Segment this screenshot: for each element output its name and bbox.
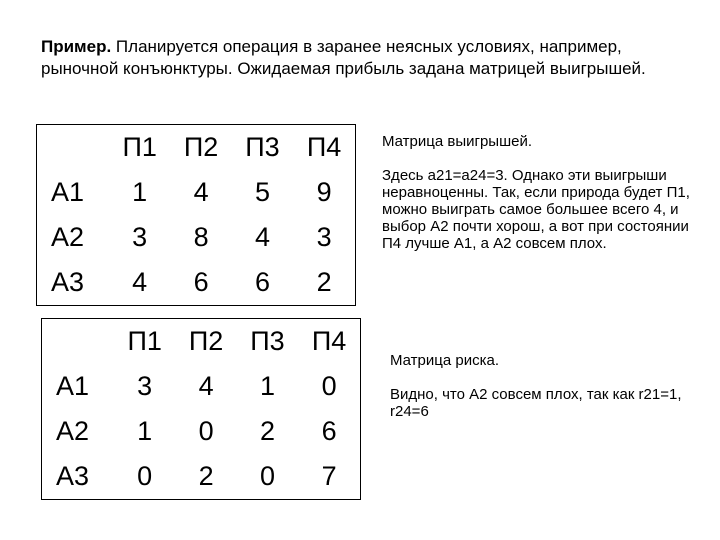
payoff-cell: 1 — [132, 177, 148, 207]
payoff-matrix-explanation: Здесь а21=а24=3. Однако эти выигрыши неравноценны. Так, если природа будет П1, можно выиграть самое большее всего 4, и выбор А2 почти хорош, а вот при состоянии П4 лучше А1, а А2 совсем плох. — [382, 167, 690, 252]
risk-header-row — [42, 319, 361, 365]
intro-bold-label: Пример. — [41, 37, 112, 56]
payoff-cell: 9 — [316, 177, 332, 207]
risk-cell: 0 — [198, 416, 214, 446]
payoff-row — [37, 215, 356, 260]
payoff-row-label: А3 — [51, 267, 85, 297]
payoff-col-header: П4 — [306, 132, 342, 162]
payoff-cell: 6 — [193, 267, 209, 297]
risk-cell: 6 — [321, 416, 337, 446]
risk-cell: 7 — [321, 461, 337, 491]
risk-matrix-title: Матрица риска. — [390, 352, 499, 369]
payoff-row-label: А1 — [51, 177, 85, 207]
risk-matrix-explanation: Видно, что А2 совсем плох, так как r21=1, r24=6 — [390, 386, 682, 420]
payoff-cell: 3 — [316, 222, 332, 252]
payoff-cell: 5 — [254, 177, 270, 207]
payoff-cell: 4 — [193, 177, 209, 207]
risk-cell: 0 — [137, 461, 153, 491]
risk-matrix — [41, 318, 361, 500]
payoff-row-label: А2 — [51, 222, 85, 252]
payoff-cell: 6 — [254, 267, 270, 297]
risk-cell: 2 — [198, 461, 214, 491]
payoff-matrix — [36, 124, 356, 306]
payoff-header-row — [37, 125, 356, 171]
risk-cell: 4 — [198, 371, 214, 401]
intro-text: Планируется операция в заранее неясных условиях, например, рыночной конъюнктуры. Ожидаемая прибыль задана матрицей выигрышей. — [41, 37, 646, 78]
payoff-row — [37, 260, 356, 306]
risk-col-header: П4 — [311, 326, 347, 356]
risk-col-header: П1 — [127, 326, 162, 356]
risk-cell: 0 — [321, 371, 337, 401]
payoff-cell: 8 — [193, 222, 209, 252]
risk-row — [42, 454, 361, 500]
payoff-cell: 2 — [316, 267, 332, 297]
payoff-matrix-title: Матрица выигрышей. — [382, 133, 533, 150]
risk-cell: 2 — [259, 416, 275, 446]
intro-paragraph — [41, 36, 681, 80]
payoff-corner-cell — [37, 125, 110, 171]
payoff-cell: 4 — [132, 267, 148, 297]
risk-col-header: П2 — [188, 326, 224, 356]
risk-row-label: А1 — [56, 371, 90, 401]
risk-row-label: А3 — [56, 461, 90, 491]
risk-cell: 3 — [137, 371, 153, 401]
risk-cell: 1 — [259, 371, 275, 401]
payoff-col-header: П3 — [245, 132, 280, 162]
risk-row — [42, 409, 361, 454]
payoff-cell: 3 — [132, 222, 148, 252]
payoff-col-header: П2 — [183, 132, 219, 162]
payoff-col-header: П1 — [122, 132, 157, 162]
payoff-cell: 4 — [254, 222, 270, 252]
risk-row — [42, 364, 361, 409]
risk-row-label: А2 — [56, 416, 90, 446]
risk-col-header: П3 — [250, 326, 285, 356]
risk-cell: 0 — [259, 461, 275, 491]
risk-corner-cell — [42, 319, 115, 365]
risk-cell: 1 — [137, 416, 153, 446]
payoff-row — [37, 170, 356, 215]
